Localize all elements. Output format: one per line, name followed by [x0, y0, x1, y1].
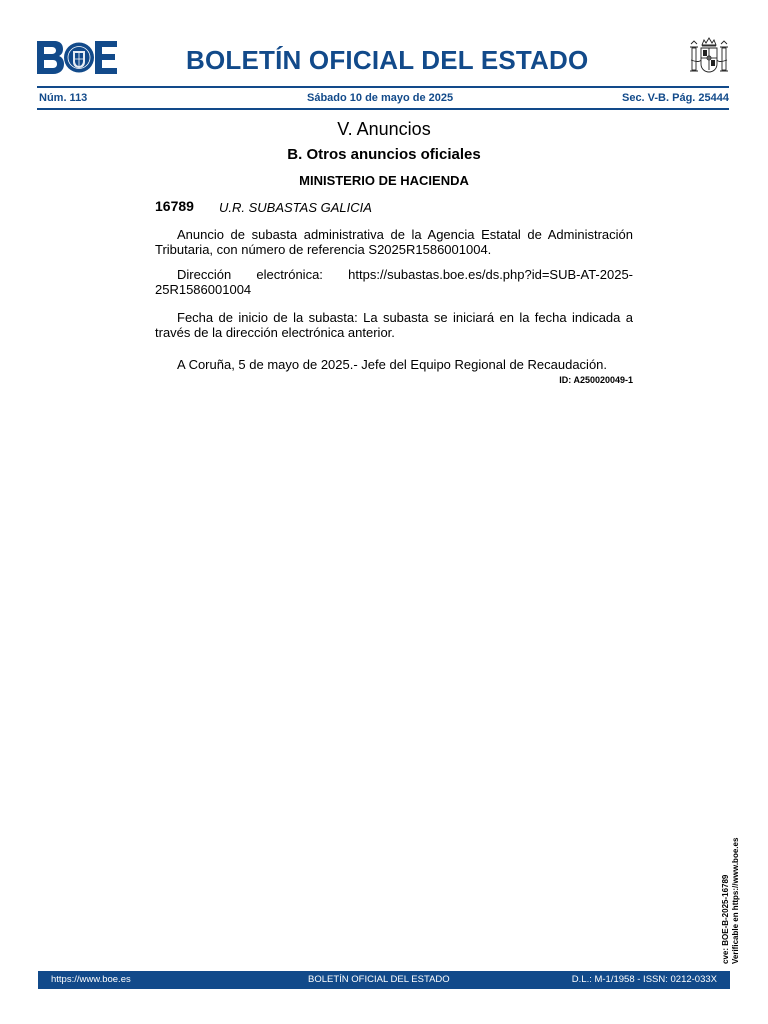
section-page: Sec. V-B. Pág. 25444 [621, 92, 729, 104]
issue-number: Núm. 113 [39, 92, 88, 104]
footer-url[interactable]: https://www.boe.es [51, 974, 131, 985]
publication-title: BOLETÍN OFICIAL DEL ESTADO [186, 45, 589, 75]
announcement-number: 16789 [155, 198, 194, 214]
footer-bar [38, 971, 730, 989]
header-bottom-rule [37, 108, 729, 110]
announcement-id: ID: A250020049-1 [559, 375, 633, 385]
issue-date: Sábado 10 de mayo de 2025 [307, 92, 454, 104]
footer-legal-info: D.L.: M-1/1958 - ISSN: 0212-033X [571, 974, 717, 985]
ministry-heading: MINISTERIO DE HACIENDA [299, 173, 469, 188]
section-heading: V. Anuncios [337, 119, 431, 139]
cve-code: cve: BOE-B-2025-16789 [721, 874, 730, 964]
announcement-paragraph: Anuncio de subasta administrativa de la Agencia Estatal de Administración Tributaria, con número de referencia S2025R1586001004. [155, 227, 633, 257]
cve-verification [721, 838, 741, 964]
announcement-entity: U.R. SUBASTAS GALICIA [219, 200, 372, 215]
start-date-paragraph: Fecha de inicio de la subasta: La subasta se iniciará en la fecha indicada a través de la dirección electrónica anterior. [155, 310, 633, 340]
header-top-rule [37, 86, 729, 88]
verify-link[interactable]: Verificable en https://www.boe.es [731, 837, 740, 964]
boe-logo [37, 41, 117, 74]
footer-publication-name: BOLETÍN OFICIAL DEL ESTADO [308, 974, 450, 985]
auction-url-paragraph: Dirección electrónica: https://subastas.boe.es/ds.php?id=SUB-AT-2025-25R1586001004 [155, 267, 633, 297]
spain-coat-of-arms-icon [689, 36, 729, 78]
subsection-heading: B. Otros anuncios oficiales [287, 146, 481, 163]
signature-paragraph: A Coruña, 5 de mayo de 2025.- Jefe del Equipo Regional de Recaudación. [177, 357, 608, 372]
